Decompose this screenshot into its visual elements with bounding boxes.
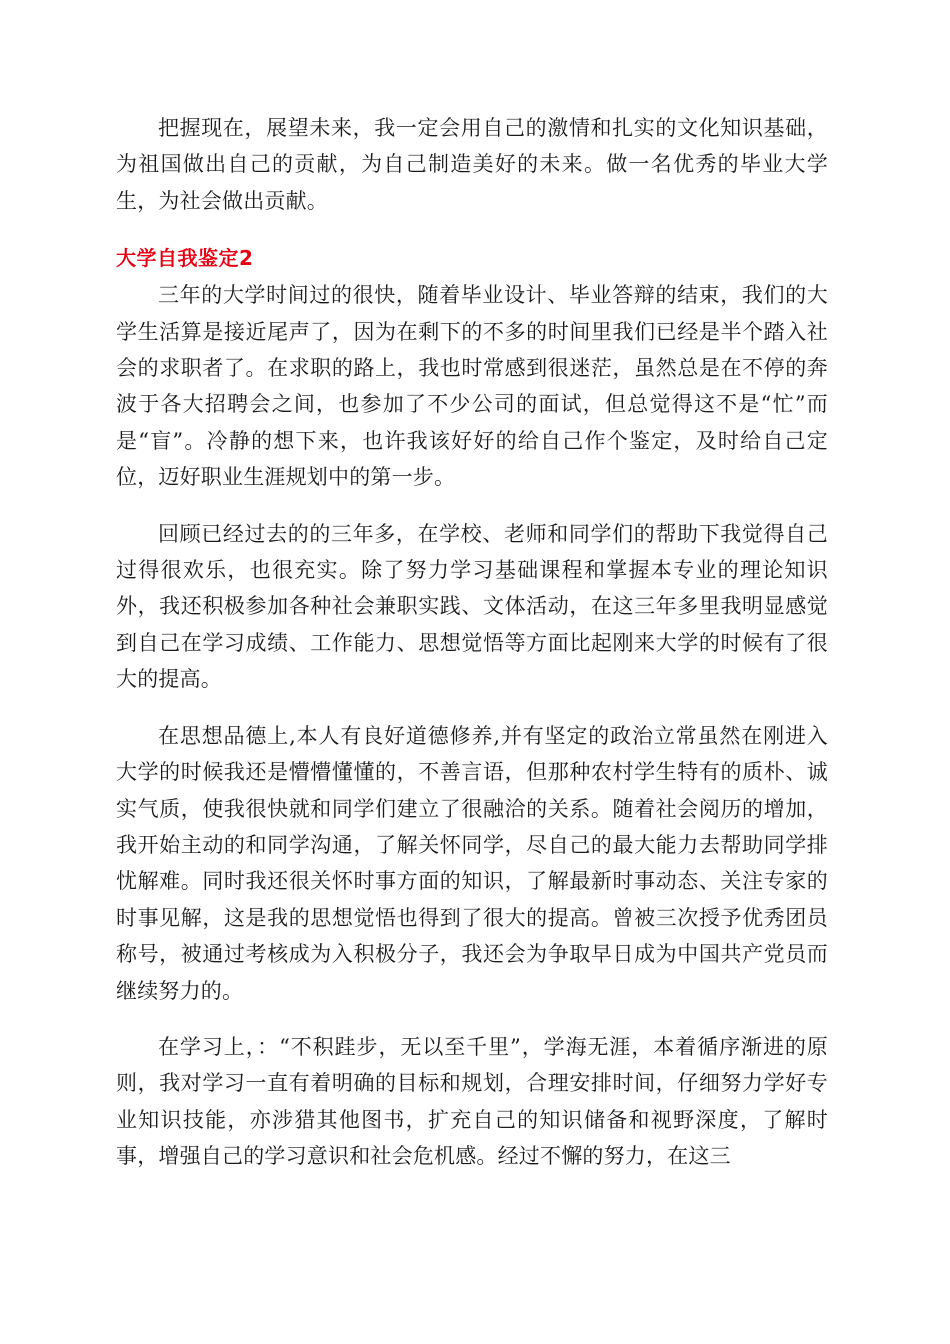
paragraph-2: 回顾已经过去的的三年多，在学校、老师和同学们的帮助下我觉得自己过得很欢乐，也很充实。除了努力学习基础课程和掌握本专业的理论知识外，我还积极参加各种社会兼职实践、文体活动，在这三年多里我明显感觉到自己在学习成绩、工作能力、思想觉悟等方面比起刚来大学的时候有了很大的提高。 [116, 521, 828, 692]
paragraph-4: 在学习上，：“不积跬步，无以至千里”，学海无涯，本着循序渐进的原则，我对学习一直有着明确的目标和规划，合理安排时间，仔细努力学好专业知识技能，亦涉猎其他图书，扩充自己的知识储备和视野深度，了解时事，增强自己的学习意识和社会危机感。经过不懈的努力，在这三 [116, 1034, 828, 1169]
section-heading: 大学自我鉴定2 [116, 246, 254, 271]
paragraph-1: 三年的大学时间过的很快，随着毕业设计、毕业答辩的结束，我们的大学生活算是接近尾声了，因为在剩下的不多的时间里我们已经是半个踏入社会的求职者了。在求职的路上，我也时常感到很迷茫，虽然总是在不停的奔波于各大招聘会之间，也参加了不少公司的面试，但总觉得这不是“忙”而是“盲”。冷静的想下来，也许我该好好的给自己作个鉴定，及时给自己定位，迈好职业生涯规划中的第一步。 [116, 283, 828, 490]
paragraph-intro: 把握现在，展望未来，我一定会用自己的激情和扎实的文化知识基础，为祖国做出自己的贡献，为自己制造美好的未来。做一名优秀的毕业大学生，为社会做出贡献。 [116, 116, 828, 213]
document-page [116, 110, 828, 1175]
paragraph-3: 在思想品德上,本人有良好道德修养,并有坚定的政治立常虽然在刚进入大学的时候我还是懵懵懂懂的，不善言语，但那种农村学生特有的质朴、诚实气质，使我很快就和同学们建立了很融洽的关系。随着社会阅历的增加，我开始主动的和同学沟通，了解关怀同学，尽自己的最大能力去帮助同学排忧解难。同时我还很关怀时事方面的知识，了解最新时事动态、关注专家的时事见解，这是我的思想觉悟也得到了很大的提高。曾被三次授予优秀团员称号，被通过考核成为入积极分子，我还会为争取早日成为中国共产党员而继续努力的。 [116, 723, 828, 1003]
